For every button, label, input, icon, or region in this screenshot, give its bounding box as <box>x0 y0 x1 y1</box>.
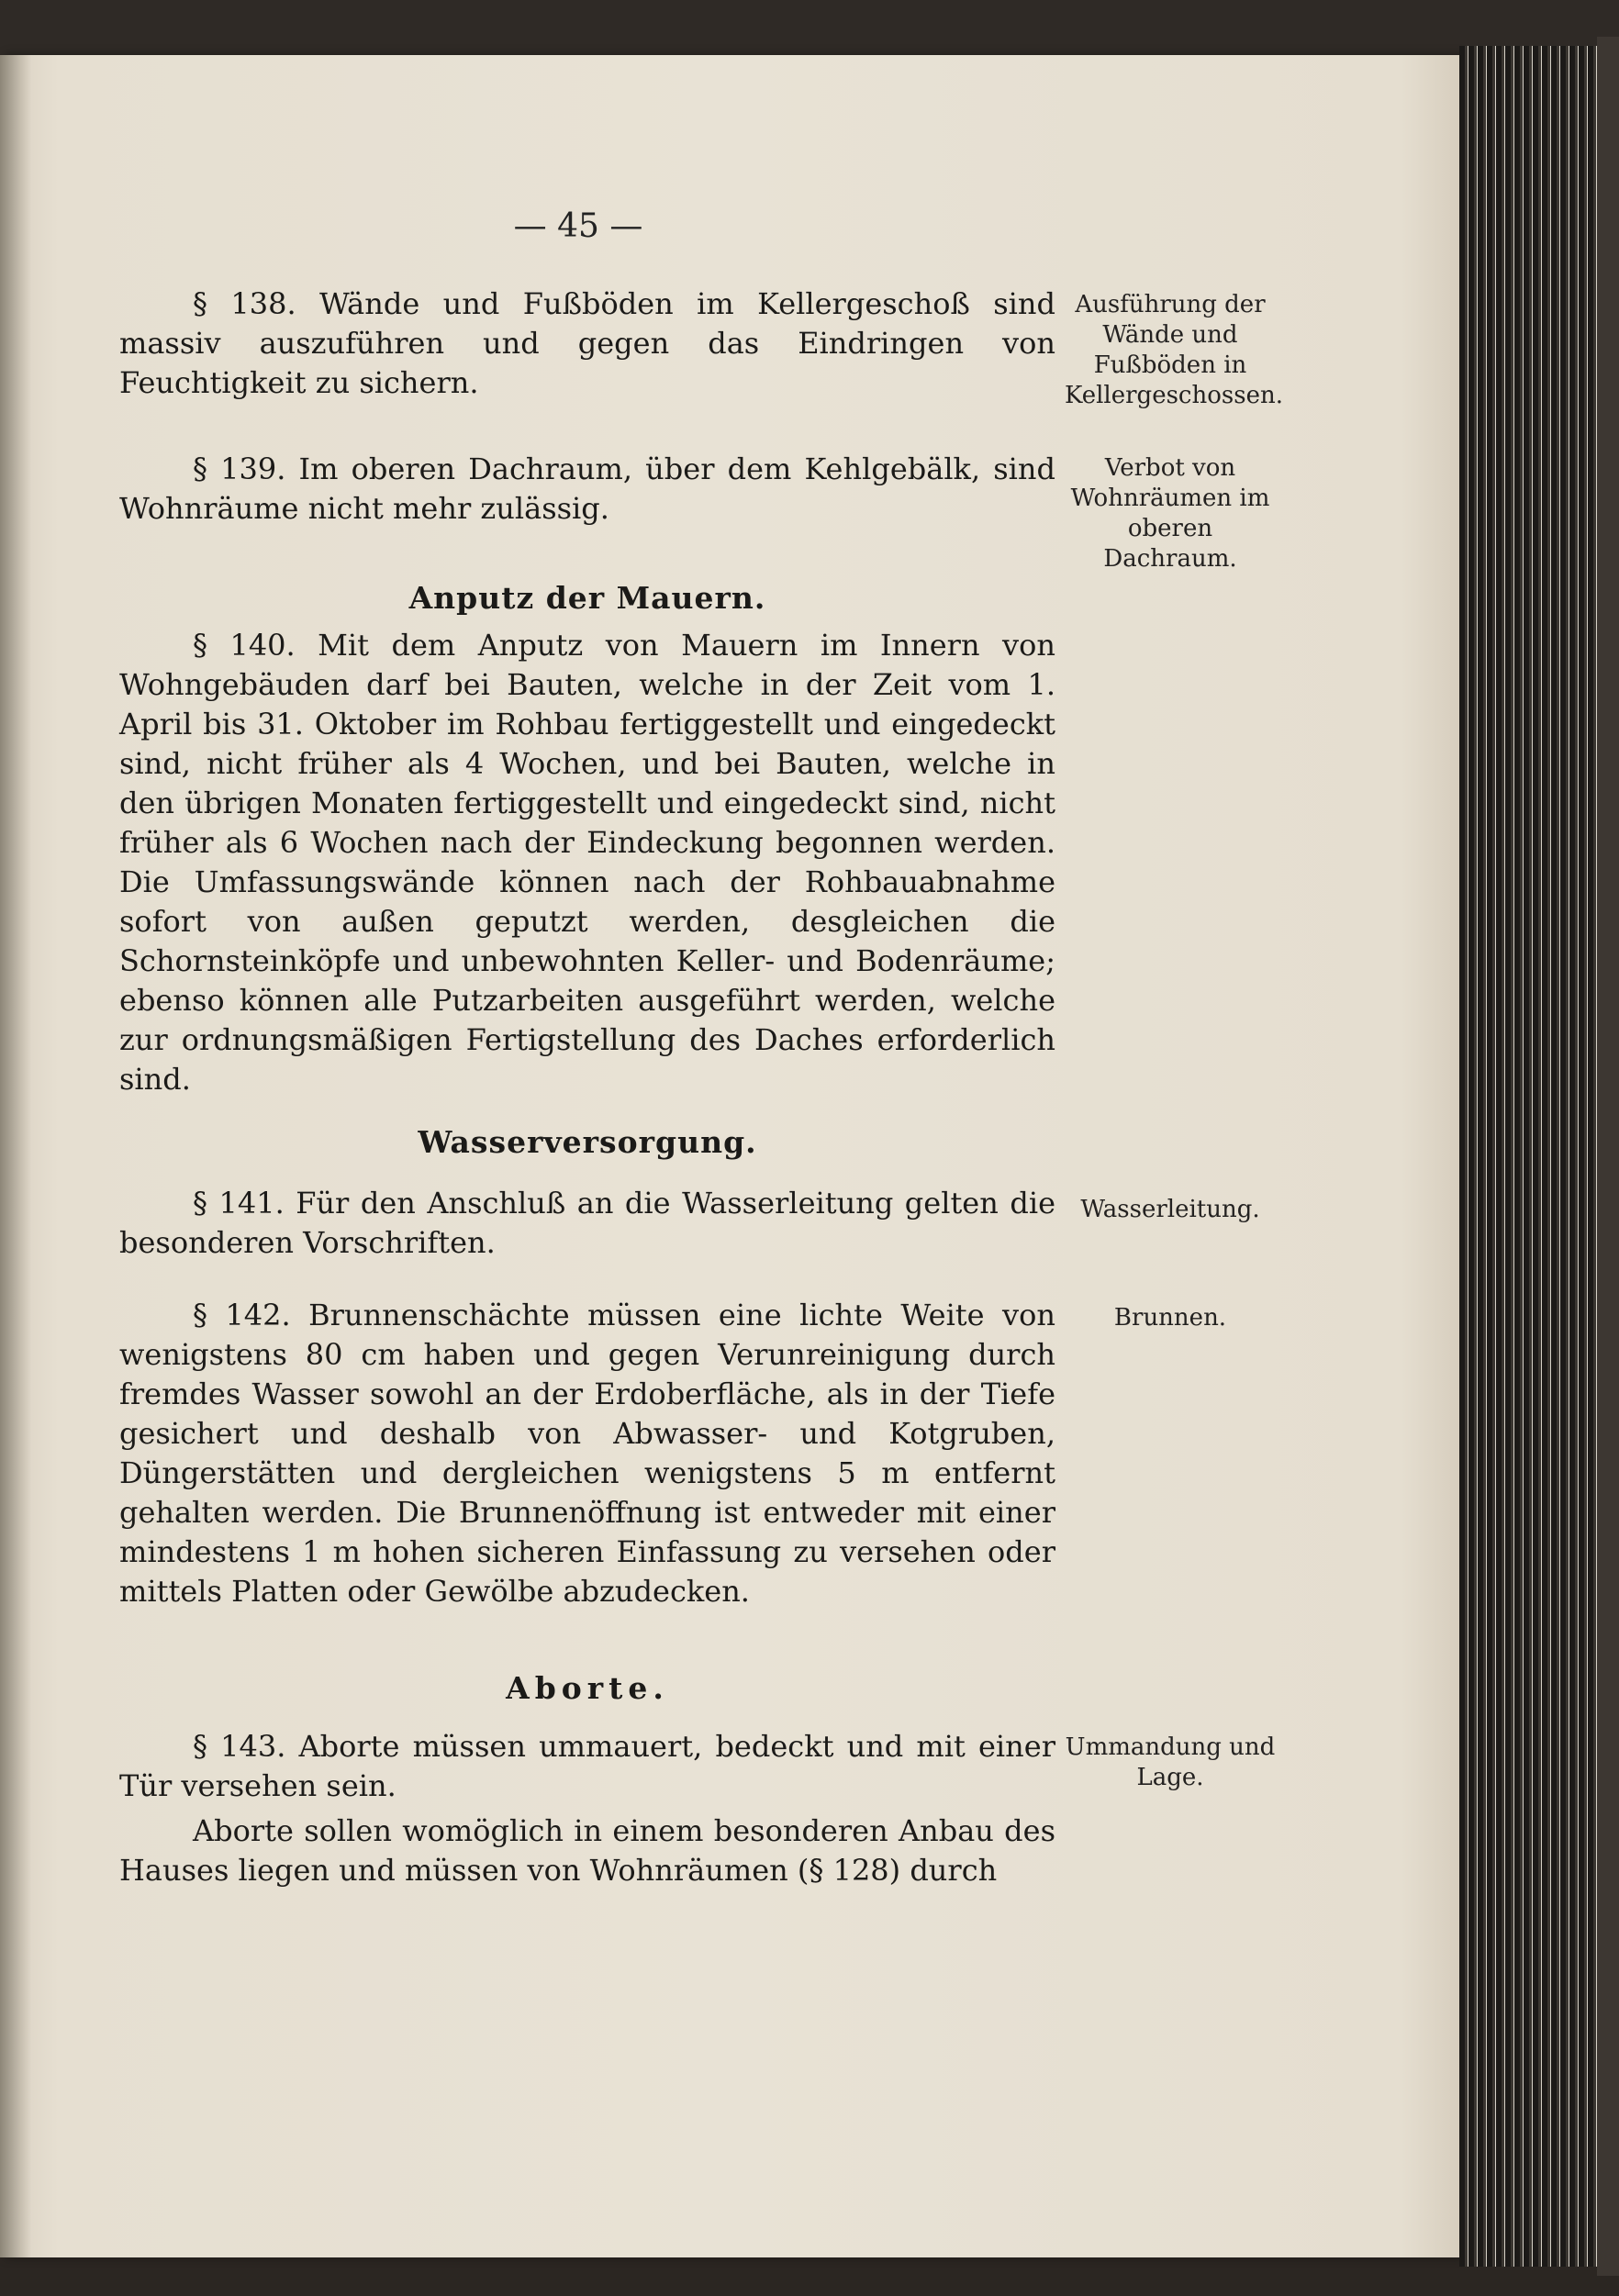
book-edge <box>1597 37 1619 2276</box>
heading-aborte: Aborte. <box>506 1670 669 1706</box>
paragraph-141: § 141. Für den Anschluß an die Wasserleitung gelten die besonderen Vorschriften. <box>119 1186 1055 1260</box>
margin-note-142: Brunnen. <box>1113 1304 1227 1332</box>
heading-anputz: Anputz der Mauern. <box>408 580 766 616</box>
binding-shadow <box>0 55 31 2257</box>
paragraph-143: § 143. Aborte müssen ummauert, bedeckt und mit einer Tür versehen sein. <box>119 1729 1055 1803</box>
paragraph-140: § 140. Mit dem Anputz von Mauern im Innern von Wohngebäuden darf bei Bauten, welche in der Zeit vom 1. April bis 31. Oktober im Rohbau fertiggestellt und eingedeckt sind, nicht früher als 4 Wochen, und bei Bauten, welche in den übrigen Monaten fertiggestellt und eingedeckt sind, nicht früher als 6 Wochen nach der Eindeckung begonnen werden. Die Umfassungswände können nach der Rohbauabnahme sofort von außen geputzt werden, desgleichen die Schornsteinköpfe und unbewohnten Keller- und Bodenräume; ebenso können alle Putzarbeiten ausgeführt werden, welche zur ordnungsmäßigen Fertigstellung des Daches erforderlich sind. <box>119 628 1055 1097</box>
book-cover-top <box>0 0 1619 57</box>
margin-note-139: Verbot von Wohnräumen im oberen Dachraum. <box>1070 454 1270 573</box>
heading-wasserversorgung: Wasserversorgung. <box>418 1124 757 1160</box>
page-edges <box>1459 46 1597 2267</box>
margin-note-141: Wasserleitung. <box>1080 1196 1260 1223</box>
paragraph-139: § 139. Im oberen Dachraum, über dem Kehlgebälk, sind Wohnräume nicht mehr zulässig. <box>119 451 1055 526</box>
page-number: — 45 — <box>513 207 643 245</box>
margin-note-143: Ummandung und Lage. <box>1065 1733 1276 1791</box>
paragraph-138: § 138. Wände und Fußböden im Kellergeschoß sind massiv auszuführen und gegen das Eindringen von Feuchtigkeit zu sichern. <box>119 286 1055 400</box>
paragraph-142: § 142. Brunnenschächte müssen eine lichte Weite von wenigstens 80 cm haben und gegen Verunreinigung durch fremdes Wasser sowohl an der Erdoberfläche, als in der Tiefe gesichert und deshalb von Abwasser- und Kotgruben, Düngerstätten und dergleichen wenigstens 5 m entfernt gehalten werden. Die Brunnenöffnung ist entweder mit einer mindestens 1 m hohen sicheren Einfassung zu versehen oder mittels Platten oder Gewölbe abzudecken. <box>119 1298 1055 1609</box>
paragraph-143-continued: Aborte sollen womöglich in einem besonderen Anbau des Hauses liegen und müssen von Wohnräumen (§ 128) durch <box>119 1813 1055 1888</box>
margin-note-138: Ausführung der Wände und Fußböden in Kellergeschossen. <box>1065 291 1283 409</box>
